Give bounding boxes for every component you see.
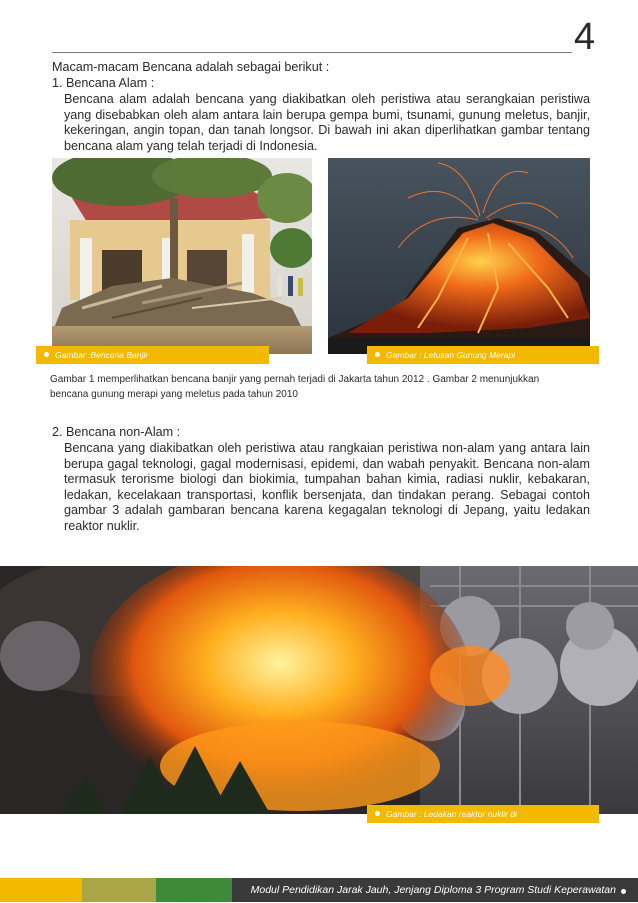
footer-dot-icon bbox=[621, 889, 626, 894]
volcano-caption-text: Gambar : Letusan Gunung Merapi bbox=[386, 350, 515, 360]
page-number: 4 bbox=[574, 16, 596, 58]
footer-band-olive bbox=[82, 878, 156, 902]
section2-heading: 2. Bencana non-Alam : bbox=[52, 425, 181, 439]
flood-caption-text: Gambar :Bencana Banjir bbox=[55, 350, 149, 360]
section1-body: Bencana alam adalah bencana yang diakibatkan oleh peristiwa atau serangkaian peristiwa yang disebabkan oleh alam antara lain berupa gempa bumi, tsunami, gunung meletus, banjir, kekeringan, angin topan, dan tanah longsor. Di bawah ini akan diperlihatkan gambar tentang bencana alam yang telah terjadi di Indonesia. bbox=[64, 92, 590, 153]
footer-band-yellow bbox=[0, 878, 82, 902]
explosion-caption-text: Gambar : Ledakan reaktor nuklir di bbox=[386, 809, 517, 819]
explosion-caption bbox=[367, 805, 599, 823]
volcano-photo bbox=[328, 158, 590, 354]
volcano-caption bbox=[367, 346, 599, 364]
bullet-dot-icon bbox=[44, 352, 49, 357]
explosion-photo bbox=[0, 566, 638, 814]
flood-caption bbox=[36, 346, 269, 364]
flood-photo bbox=[52, 158, 312, 354]
section1-heading: 1. Bencana Alam : bbox=[52, 76, 155, 90]
bullet-dot-icon bbox=[375, 352, 380, 357]
header-rule bbox=[52, 52, 572, 53]
footer-band-green bbox=[156, 878, 232, 902]
section2-body: Bencana yang diakibatkan oleh peristiwa atau rangkaian peristiwa non-alam yang antara lain berupa gagal teknologi, gagal modernisasi, epidemi, dan wabah penyakit. Bencana non-alam termasuk terorisme biologi dan biokimia, tumpahan bahan kimia, radiasi nuklir, kebakaran, ledakan, kecelakaan transportasi, konflik bersenjata, dan tindakan perang. Sebagai contoh gambar 3 adalah gambaran bencana karena kegagalan teknologi di Jepang, yaitu ledakan reaktor nuklir. bbox=[64, 441, 590, 533]
footer-text: Modul Pendidikan Jarak Jauh, Jenjang Diploma 3 Program Studi Keperawatan bbox=[250, 884, 616, 896]
bullet-dot-icon bbox=[375, 811, 380, 816]
figure-note-line1: Gambar 1 memperlihatkan bencana banjir yang pernah terjadi di Jakarta tahun 2012 . Gambar 2 menunjukkan bbox=[50, 374, 540, 385]
figure-note-line2: bencana gunung merapi yang meletus pada tahun 2010 bbox=[50, 389, 298, 400]
intro-text: Macam-macam Bencana adalah sebagai berikut : bbox=[52, 60, 330, 74]
